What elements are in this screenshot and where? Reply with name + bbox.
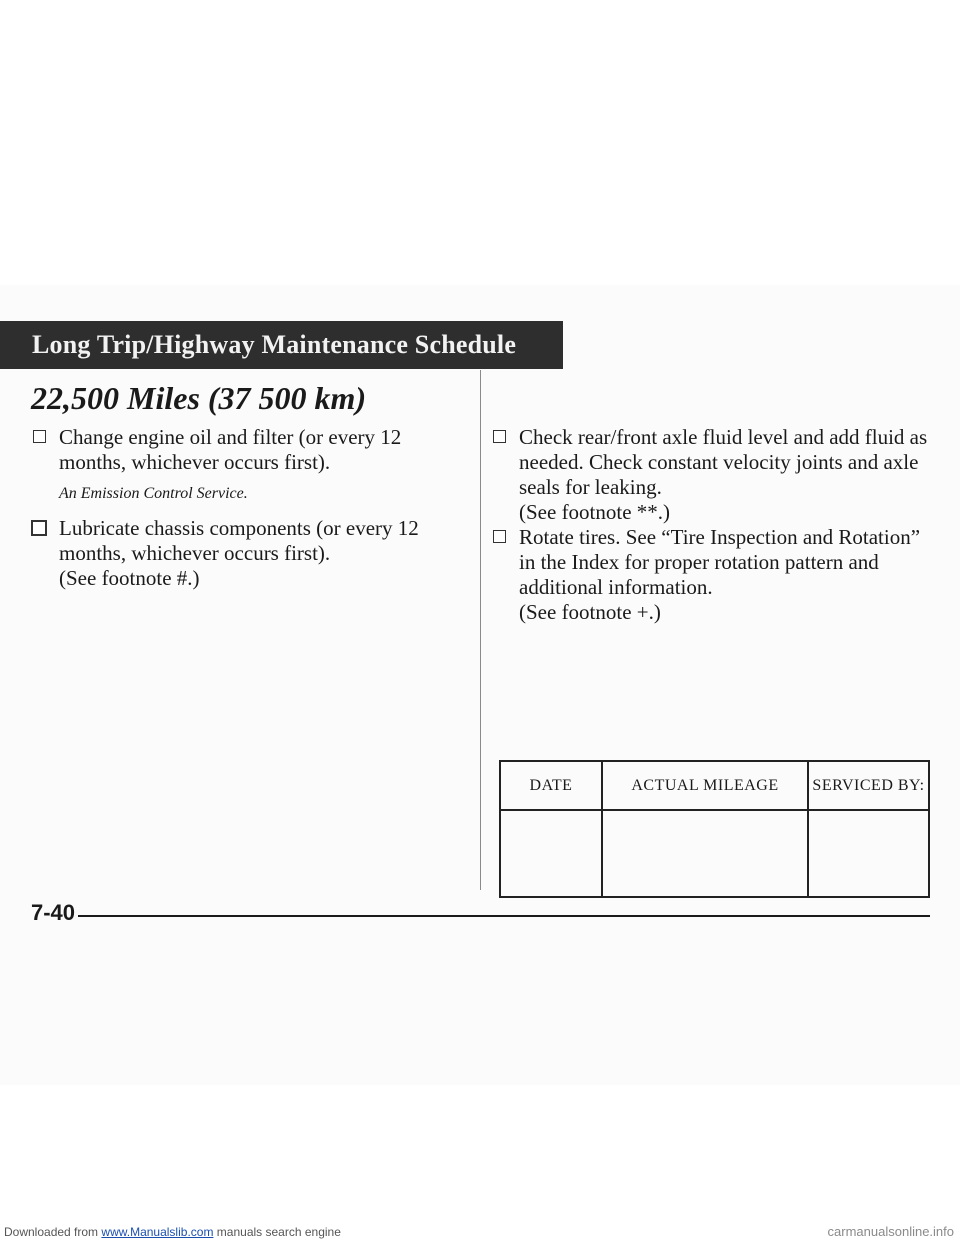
- actual-mileage-cell[interactable]: [602, 810, 808, 897]
- download-suffix: manuals search engine: [216, 1225, 341, 1239]
- watermark: carmanualsonline.info: [827, 1224, 954, 1239]
- table-header-row: [500, 761, 929, 810]
- checkbox[interactable]: [31, 520, 47, 536]
- checkbox[interactable]: [33, 430, 46, 443]
- manualslib-link[interactable]: www.Manualslib.com: [101, 1225, 214, 1239]
- footnote-reference: (See footnote **.): [519, 500, 671, 524]
- checklist-item-text: Rotate tires. See “Tire Inspection and Rotation” in the Index for proper rotation pattern and additional information.: [519, 525, 921, 599]
- checklist-item-text: Check rear/front axle fluid level and add fluid as needed. Check constant velocity joints and axle seals for leaking.: [519, 425, 928, 499]
- column-divider: [480, 370, 481, 890]
- emission-control-note: An Emission Control Service.: [59, 485, 248, 502]
- table-row: [500, 810, 929, 897]
- header-title: Long Trip/Highway Maintenance Schedule: [32, 330, 517, 359]
- serviced-by-header: SERVICED BY:: [808, 761, 929, 810]
- left-column: [31, 425, 451, 591]
- header-banner: [0, 321, 563, 369]
- checklist-item: [491, 525, 931, 625]
- actual-mileage-header: ACTUAL MILEAGE: [602, 761, 808, 810]
- download-credit: [4, 1222, 341, 1242]
- serviced-by-cell[interactable]: [808, 810, 929, 897]
- checklist-item: [31, 516, 451, 591]
- checklist-item-text: Change engine oil and filter (or every 12 months, whichever occurs first).: [59, 425, 402, 474]
- footnote-reference: (See footnote #.): [59, 566, 200, 590]
- page-number: 7-40: [31, 900, 76, 925]
- checklist-item: [31, 425, 451, 506]
- download-prefix: Downloaded from: [4, 1225, 99, 1239]
- date-cell[interactable]: [500, 810, 602, 897]
- footer-rule: [78, 915, 930, 917]
- footnote-reference: (See footnote +.): [519, 600, 661, 624]
- checkbox[interactable]: [493, 430, 506, 443]
- checklist-item: [491, 425, 931, 525]
- right-column: [491, 425, 931, 625]
- service-record-table: [499, 760, 930, 898]
- section-heading: 22,500 Miles (37 500 km): [31, 380, 367, 416]
- source-banner: [0, 1222, 960, 1242]
- date-header: DATE: [500, 761, 602, 810]
- checklist-item-text: Lubricate chassis components (or every 12 months, whichever occurs first).: [59, 516, 419, 565]
- checkbox[interactable]: [493, 530, 506, 543]
